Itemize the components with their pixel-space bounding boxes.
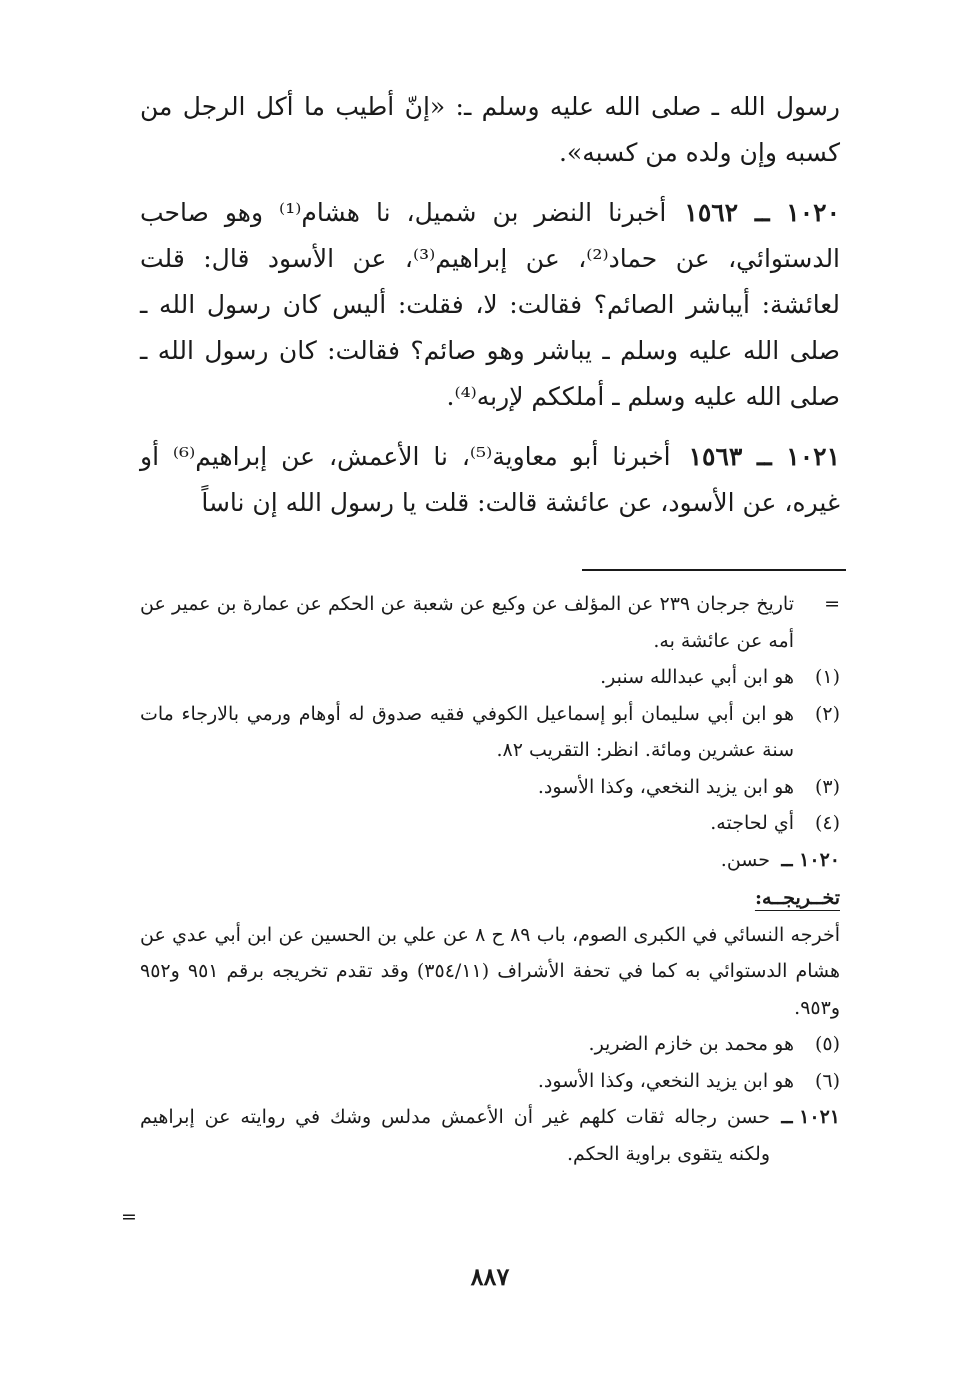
footnote-text: هو ابن أبي عبدالله سنبر. bbox=[600, 666, 794, 688]
footnote-marker: (٢) bbox=[814, 702, 840, 725]
footnote-6 bbox=[140, 1063, 840, 1100]
hadith-number: ١٠٢٠ ــ ١٥٦٢ bbox=[684, 198, 841, 227]
footnote-marker: (٥) bbox=[814, 1033, 840, 1055]
footnote-text: هو ابن يزيد النخعي، وكذا الأسود. bbox=[537, 1069, 794, 1092]
note-marker: ١٠٢١ ــ bbox=[781, 1106, 840, 1128]
footnote-divider bbox=[582, 569, 846, 571]
book-page bbox=[140, 0, 840, 1400]
footnote-3 bbox=[140, 769, 840, 806]
footnote-marker: (١) bbox=[814, 666, 840, 688]
footnote-5 bbox=[140, 1026, 840, 1063]
takhrij-heading: تخــريجــه: bbox=[754, 887, 840, 909]
footnote-continuation bbox=[140, 586, 840, 659]
footnote-text: تاريخ جرجان ٢٣٩ عن المؤلف عن وكيع عن شعبة عن الحكم عن عمارة بن عمير عن أمه عن عائشة به. bbox=[140, 593, 794, 652]
hadith-text: أخبرنا أبو معاوية⁽⁵⁾، نا الأعمش، عن إبراهيم⁽⁶⁾ أو غيره، عن الأسود، عن عائشة قالت: قلت يا رسول الله إن ناساً bbox=[140, 442, 840, 517]
note-text: حسن رجاله ثقات كلهم غير أن الأعمش مدلس وشك في روايته عن إبراهيم ولكنه يتقوى براوية الحكم. bbox=[140, 1106, 770, 1165]
hadith-1021 bbox=[140, 434, 840, 526]
footnote-text: هو ابن أبي سليمان أبو إسماعيل الكوفي فقيه صدوق له أوهام ورمي بالارجاء مات سنة عشرين ومائة. انظر: التقريب ٨٢. bbox=[140, 702, 794, 761]
footnote-text: أي لحاجته. bbox=[710, 812, 794, 834]
footnote-4 bbox=[140, 805, 840, 842]
footnote-text: هو محمد بن خازم الضرير. bbox=[588, 1033, 794, 1055]
takhrij-text: أخرجه النسائي في الكبرى الصوم، باب ٨٩ ح ٨ عن علي بن الحسين عن ابن أبي عدي عن هشام الدستوائي به كما في تحفة الأشراف (٣٥٤/١١) وقد تقدم تخريجه برقم ٩٥١ و٩٥٢ و٩٥٣. bbox=[140, 923, 840, 1019]
footnote-1 bbox=[140, 659, 840, 696]
hadith-text: أخبرنا النضر بن شميل، نا هشام⁽¹⁾ وهو صاحب الدستوائي، عن حماد⁽²⁾، عن إبراهيم⁽³⁾، عن الأسود قال: قلت لعائشة: أيباشر الصائم؟ فقالت: لا، فقلت: أليس كان رسول الله ـ صلى الله عليه وسلم ـ يباشر وهو صائم؟ فقالت: كان رسول الله ـ صلى الله عليه وسلم ـ أملككم لإربه⁽⁴⁾. bbox=[140, 198, 841, 411]
footnotes bbox=[140, 586, 840, 1172]
footnote-marker: (٦) bbox=[814, 1069, 840, 1092]
continuation-marker: = bbox=[121, 1206, 137, 1228]
hadith-number: ١٠٢١ ــ ١٥٦٣ bbox=[688, 442, 841, 471]
note-1021 bbox=[140, 1099, 840, 1172]
footnote-marker: (٣) bbox=[814, 775, 840, 798]
main-text bbox=[140, 84, 840, 540]
footnote-2 bbox=[140, 696, 840, 769]
page-number: ٨٨٧ bbox=[470, 1262, 510, 1291]
note-marker: ١٠٢٠ ــ bbox=[781, 848, 840, 871]
note-text: حسن. bbox=[720, 848, 770, 871]
note-1020 bbox=[140, 842, 840, 879]
hadith-1020 bbox=[140, 190, 840, 420]
footnote-marker: = bbox=[824, 593, 840, 615]
footnote-text: هو ابن يزيد النخعي، وكذا الأسود. bbox=[537, 775, 794, 798]
footnote-marker: (٤) bbox=[814, 812, 840, 834]
paragraph-continuation: رسول الله ـ صلى الله عليه وسلم ـ: «إنّ أطيب ما أكل الرجل من كسبه وإن ولده من كسبه». bbox=[140, 92, 840, 167]
